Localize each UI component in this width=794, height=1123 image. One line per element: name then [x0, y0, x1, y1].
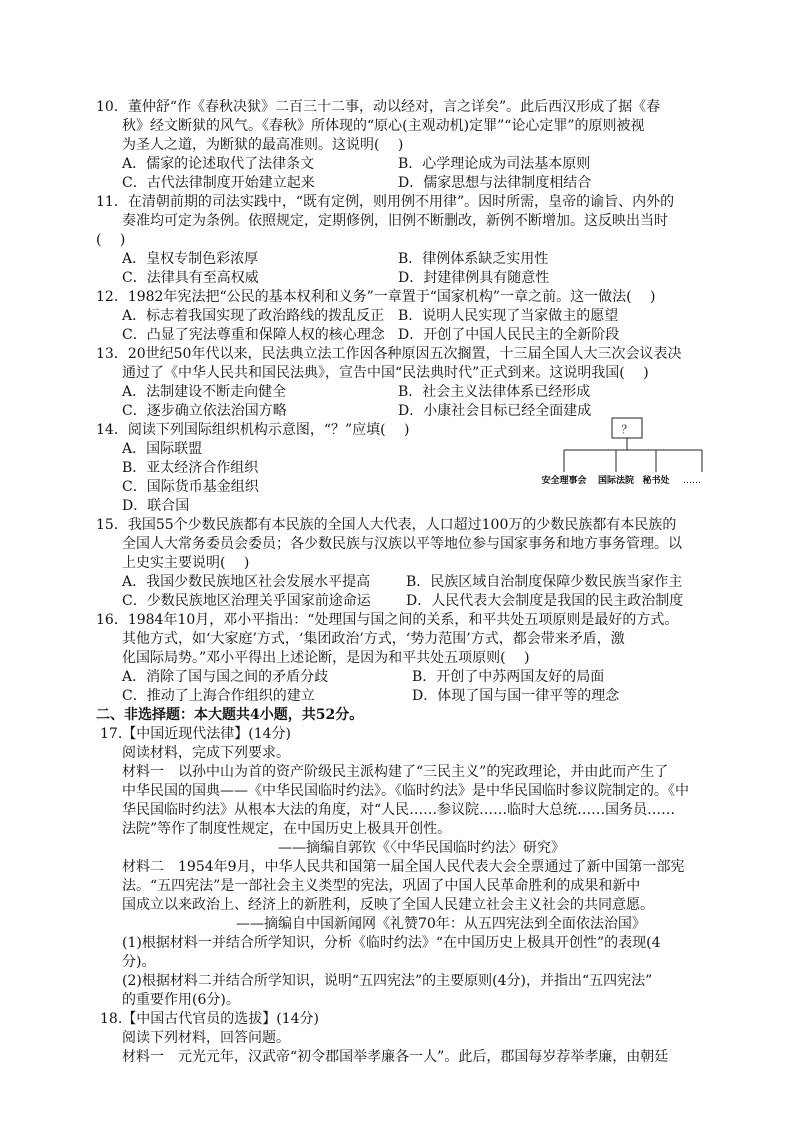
- q17-question2-line2: 的重要作用(6分)。: [122, 992, 240, 1008]
- q17-material2-line2: 法。“五四宪法”是一部社会主义类型的宪法，巩固了中国人民革命胜利的成果和新中: [122, 878, 641, 894]
- q17-material2-line1: 材料二 1954年9月，中华人民共和国第一届全国人民代表大会全票通过了新中国第一部宪: [122, 859, 685, 875]
- q10-option-b: B．心学理论成为司法基本原则: [398, 156, 591, 172]
- q16-option-a: A．消除了国与国之间的矛盾分歧: [122, 669, 329, 685]
- q13-option-b: B．社会主义法律体系已经形成: [398, 384, 591, 400]
- q11-option-c: C．法律具有至高权威: [122, 270, 259, 286]
- q16-option-c: C．推动了上海合作组织的建立: [122, 688, 315, 704]
- q13-stem-line2: 通过了《中华人民共和国民法典》，宣告中国“民法典时代”正式到来。这说明我国( ): [122, 365, 649, 381]
- q15-stem-line3: 上史实主要说明( ): [122, 555, 250, 571]
- q15-stem-line1: 15．我国55个少数民族都有本民族的全国人大代表，人口超过100万的少数民族都有本民族的: [96, 517, 677, 533]
- q12-option-a: A．标志着我国实现了政治路线的拨乱反正: [122, 308, 385, 324]
- q17-question2-line1: (2)根据材料二并结合所学知识，说明“五四宪法”的主要原则(4分)，并指出“五四宪法”: [122, 973, 653, 989]
- q17-question1-line1: (1)根据材料一并结合所学知识，分析《临时约法》“在中国历史上极具开创性”的表现(4: [122, 935, 661, 951]
- q18-material1-line1: 材料一 元光元年，汉武帝“初令郡国举孝廉各一人”。此后，郡国每岁荐举孝廉，由朝廷: [122, 1049, 669, 1065]
- q10-option-c: C．古代法律制度开始建立起来: [122, 175, 315, 191]
- q17-material1-line2: 中华民国的国典——《中华民国临时约法》。《临时约法》是中华民国临时参议院制定的。《中: [122, 783, 689, 799]
- q17-instruction: 阅读材料，完成下列要求。: [122, 745, 290, 761]
- q15-option-b: B．民族区域自治制度保障少数民族当家作主: [406, 574, 683, 590]
- q17-material1-line1: 材料一 以孙中山为首的资产阶级民主派构建了“三民主义”的宪政理论，并由此而产生了: [122, 764, 669, 780]
- q15-option-c: C．少数民族地区治理关乎国家前途命运: [122, 593, 371, 609]
- section-heading: 二、非选择题：本大题共4小题，共52分。: [96, 707, 364, 723]
- q15-option-a: A．我国少数民族地区社会发展水平提高: [122, 574, 371, 590]
- q11-option-d: D．封建律例具有随意性: [398, 270, 550, 286]
- org-chart-child-1: 安全理事会: [541, 476, 587, 486]
- q17-material1-line4: 法院”等作了制度性规定，在中国历史上极具开创性。: [122, 821, 452, 837]
- q10-option-a: A．儒家的论述取代了法律条文: [122, 156, 315, 172]
- q11-stem-line2: 奏准均可定为条例。依照规定，定期修例，旧例不断删改，新例不断增加。这反映出当时: [122, 213, 668, 229]
- q16-stem-line3: 化国际局势。”邓小平得出上述论断，是因为和平共处五项原则( ): [122, 650, 530, 666]
- q14-option-d: D．联合国: [122, 498, 190, 514]
- q10-stem-line2: 秋》经文断狱的风气。《春秋》所体现的“原心(主观动机)定罪”“论心定罪”的原则被视: [122, 118, 645, 134]
- q11-option-a: A．皇权专制色彩浓厚: [122, 251, 259, 267]
- q17-title: 17.【中国近现代法律】(14分): [100, 726, 292, 742]
- q10-option-d: D．儒家思想与法律制度相结合: [398, 175, 592, 191]
- q11-stem-line1: 11．在清朝前期的司法实践中，“既有定例，则用例不用律”。因时所需，皇帝的谕旨、内外的: [96, 194, 675, 210]
- q12-option-d: D．开创了中国人民民主的全新阶段: [398, 327, 620, 343]
- org-chart-diagram: [526, 412, 706, 492]
- q17-material1-line3: 华民国临时约法》从根本大法的角度，对“人民……参议院……临时大总统……国务员……: [122, 802, 676, 818]
- q13-option-d: D．小康社会目标已经全面建成: [398, 403, 592, 419]
- q12-option-b: B．说明人民实现了当家做主的愿望: [398, 308, 619, 324]
- q11-option-b: B．律例体系缺乏实用性: [398, 251, 549, 267]
- q14-option-a: A．国际联盟: [122, 441, 203, 457]
- q17-material2-line3: 国成立以来政治上、经济上的新胜利，反映了全国人民建立社会主义社会的共同意愿。: [122, 897, 654, 913]
- q17-material1-source: ——摘编自郭钦《〈中华民国临时约法〉研究》: [278, 840, 565, 856]
- q12-stem-line1: 12．1982年宪法把“公民的基本权利和义务”一章置于“国家机构”一章之前。这一做法( ): [96, 289, 656, 305]
- q16-option-d: D．体现了国与国一律平等的理念: [412, 688, 620, 704]
- org-chart-child-4: ……: [683, 476, 701, 486]
- q15-stem-line2: 全国人大常务委员会委员；各少数民族与汉族以平等地位参与国家事务和地方事务管理。以: [122, 536, 682, 552]
- q14-stem-line1: 14．阅读下列国际组织机构示意图，“？”应填( ): [96, 422, 410, 438]
- q14-option-c: C．国际货币基金组织: [122, 479, 259, 495]
- q16-stem-line2: 其他方式，如‘大家庭’方式，‘集团政治’方式，‘势力范围’方式，都会带来矛盾，激: [122, 631, 625, 647]
- q10-stem-line3: 为圣人之道，为断狱的最高准则。这说明( ): [122, 137, 404, 153]
- q18-title: 18.【中国古代官员的选拔】(14分): [100, 1011, 320, 1027]
- org-chart-child-2: 国际法院: [597, 476, 635, 486]
- org-chart-top-label: ？: [621, 423, 633, 436]
- q11-stem-line3: ( ): [96, 232, 126, 248]
- q12-option-c: C．凸显了宪法尊重和保障人权的核心理念: [122, 327, 385, 343]
- q18-instruction: 阅读下列材料，回答问题。: [122, 1030, 290, 1046]
- q14-option-b: B．亚太经济合作组织: [122, 460, 259, 476]
- q17-material2-source: ——摘编自中国新闻网《礼赞70年：从五四宪法到全面依法治国》: [236, 916, 646, 932]
- q13-option-a: A．法制建设不断走向健全: [122, 384, 287, 400]
- q10-stem-line1: 10．董仲舒“作《春秋决狱》二百三十二事，动以经对，言之详矣”。此后西汉形成了据《春: [96, 99, 661, 115]
- q16-stem-line1: 16．1984年10月，邓小平指出：“处理国与国之间的关系，和平共处五项原则是最好的方式。: [96, 612, 679, 628]
- q17-question1-line2: 分)。: [122, 954, 156, 970]
- org-chart-child-3: 秘书处: [642, 476, 670, 486]
- q15-option-d: D．人民代表大会制度是我国的民主政治制度: [406, 593, 684, 609]
- q13-stem-line1: 13．20世纪50年代以来，民法典立法工作因各种原因五次搁置，十三届全国人大三次会议表决: [96, 346, 682, 362]
- q13-option-c: C．逐步确立依法治国方略: [122, 403, 287, 419]
- q16-option-b: B．开创了中苏两国友好的局面: [412, 669, 605, 685]
